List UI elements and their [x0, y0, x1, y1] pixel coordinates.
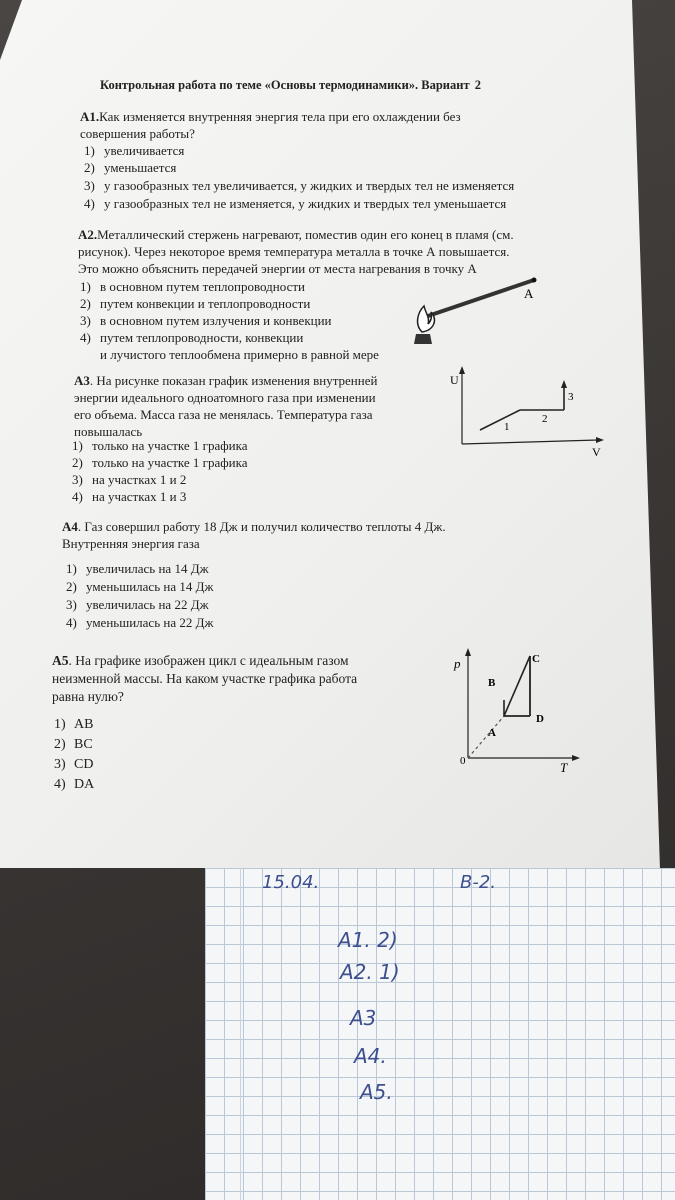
- a4-option-3: [66, 596, 209, 613]
- a5-option-3-num: 3): [54, 757, 66, 772]
- handwritten-answer-a4: А4.: [354, 1044, 387, 1068]
- point-a-label: A: [488, 727, 496, 739]
- question-a4: [62, 518, 592, 552]
- a3-option-1-text: только на участке 1 графика: [92, 438, 248, 453]
- a1-option-1-num: 1): [84, 143, 95, 158]
- a2-option-1-text: в основном путем теплопроводности: [100, 279, 305, 294]
- a1-option-4-text: у газообразных тел не изменяется, у жидких и твердых тел уменьшается: [104, 196, 507, 211]
- a1-option-2-num: 2): [84, 160, 95, 175]
- test-title: [100, 78, 481, 93]
- a3-option-3-text: на участках 1 и 2: [92, 472, 187, 487]
- u-axis-label: U: [450, 373, 459, 387]
- a3-option-3: [72, 471, 186, 488]
- a3-option-4: [72, 488, 186, 505]
- segment-1-label: 1: [504, 421, 510, 433]
- v-axis: [462, 440, 598, 444]
- a3-option-4-text: на участках 1 и 3: [92, 489, 187, 504]
- a5-text-line2: неизменной массы. На каком участке графика работа: [52, 671, 358, 686]
- a4-option-1: [66, 560, 209, 577]
- a1-option-1: [84, 142, 184, 159]
- a5-option-3-text: CD: [74, 757, 94, 772]
- a4-option-1-text: увеличилась на 14 Дж: [86, 561, 209, 576]
- a4-text-line2: Внутренняя энергия газа: [62, 536, 200, 551]
- variant-number: 2: [474, 78, 481, 92]
- point-c-label: C: [532, 653, 540, 665]
- a1-option-4: [84, 195, 506, 212]
- a2-rod-figure: [400, 272, 550, 352]
- handwritten-answer-a1: А1. 2): [338, 928, 398, 952]
- handwritten-answer-a2: А2. 1): [340, 960, 400, 984]
- a2-option-3-num: 3): [80, 313, 91, 328]
- segment-2-label: 2: [542, 413, 548, 425]
- a5-option-4: [54, 776, 94, 793]
- a2-text-line2: рисунок). Через некоторое время температура металла в точке А повышается.: [78, 244, 510, 259]
- a5-label: А5: [52, 653, 69, 668]
- a4-option-4-num: 4): [66, 615, 77, 630]
- a2-option-1-num: 1): [80, 279, 91, 294]
- a1-text-line2: совершения работы?: [80, 126, 195, 141]
- a5-text-line1: . На графике изображен цикл с идеальным газом: [68, 653, 349, 668]
- title-text: Контрольная работа по теме «Основы термодинамики».: [100, 78, 419, 92]
- a5-option-3: [54, 756, 93, 773]
- a4-option-2: [66, 578, 213, 595]
- a3-option-3-num: 3): [72, 472, 83, 487]
- question-a3: [74, 372, 444, 440]
- a2-text-line3: Это можно объяснить передачей энергии от места нагревания в точку А: [78, 261, 477, 276]
- a5-option-2-text: BC: [74, 737, 93, 752]
- question-a2: [78, 226, 578, 277]
- a1-option-3: [84, 177, 514, 194]
- a3-text-line3: его объема. Масса газа не менялась. Температура газа: [74, 407, 373, 422]
- a5-option-4-num: 4): [54, 777, 66, 792]
- a5-option-2: [54, 736, 93, 753]
- a3-option-4-num: 4): [72, 489, 83, 504]
- a3-uv-graph: [446, 364, 616, 460]
- a3-option-1-num: 1): [72, 438, 83, 453]
- a5-pt-graph: [450, 640, 590, 774]
- a5-option-1-num: 1): [54, 717, 66, 732]
- a3-label: А3: [74, 373, 90, 388]
- point-b-label: B: [488, 677, 496, 689]
- variant-label: Вариант: [421, 78, 470, 92]
- segment-3-label: 3: [568, 391, 574, 403]
- a5-option-1-text: AB: [74, 717, 94, 732]
- a1-option-1-text: увеличивается: [104, 143, 185, 158]
- t-axis-label: T: [560, 760, 568, 774]
- a1-text-line1: Как изменяется внутренняя энергия тела при его охлаждении без: [99, 109, 461, 124]
- a5-text-line3: равна нулю?: [52, 689, 124, 704]
- a2-option-4-num: 4): [80, 330, 91, 345]
- handwritten-answer-a5: А5.: [360, 1080, 393, 1104]
- a5-option-1: [54, 716, 93, 733]
- a4-option-4: [66, 614, 213, 631]
- burner-icon: [414, 334, 432, 344]
- rod-point: [532, 278, 537, 283]
- segment-ab: [504, 656, 530, 716]
- a4-label: А4: [62, 519, 78, 534]
- a5-option-2-num: 2): [54, 737, 66, 752]
- a3-option-2-text: только на участке 1 графика: [92, 455, 248, 470]
- a2-label: А2.: [78, 227, 98, 242]
- a3-option-2: [72, 454, 248, 471]
- segment-3-arrow-icon: [561, 380, 567, 388]
- a2-option-4: [80, 329, 303, 346]
- a2-option-3: [80, 312, 332, 329]
- a2-option-4-continuation: и лучистого теплообмена примерно в равной мере: [100, 347, 379, 362]
- p-axis-label: p: [454, 656, 461, 671]
- a2-text-line1: Металлический стержень нагревают, поместив один его конец в пламя (см.: [97, 227, 514, 242]
- notebook-page: [205, 868, 675, 1200]
- a4-option-3-text: увеличилась на 22 Дж: [86, 597, 209, 612]
- flame-icon: [418, 306, 435, 332]
- point-d-label: D: [536, 713, 544, 725]
- handwritten-date: 15.04.: [262, 872, 320, 893]
- a3-option-2-num: 2): [72, 455, 83, 470]
- graph-segment-1: [480, 410, 520, 430]
- origin-label: 0: [460, 755, 466, 767]
- a4-option-1-num: 1): [66, 561, 77, 576]
- question-a5: [52, 652, 442, 706]
- u-axis-arrow-icon: [459, 366, 465, 374]
- a1-option-3-text: у газообразных тел увеличивается, у жидких и твердых тел не изменяется: [104, 178, 515, 193]
- a1-option-2: [84, 159, 176, 176]
- p-axis-arrow-icon: [465, 648, 471, 656]
- a4-option-4-text: уменьшилась на 22 Дж: [86, 615, 214, 630]
- v-axis-arrow-icon: [596, 437, 604, 443]
- metal-rod: [422, 280, 534, 318]
- t-axis-arrow-icon: [572, 755, 580, 761]
- a3-text-line1: . На рисунке показан график изменения внутренней: [89, 373, 378, 388]
- a1-label: А1.: [80, 109, 100, 124]
- a3-text-line2: энергии идеального одноатомного газа при изменении: [74, 390, 376, 405]
- a5-option-4-text: DA: [74, 777, 95, 792]
- rod-point-label: A: [524, 286, 534, 301]
- a1-option-2-text: уменьшается: [104, 160, 177, 175]
- question-a1: [80, 108, 570, 142]
- a1-option-3-num: 3): [84, 178, 95, 193]
- a4-option-3-num: 3): [66, 597, 77, 612]
- a4-option-2-text: уменьшилась на 14 Дж: [86, 579, 214, 594]
- a4-option-2-num: 2): [66, 579, 77, 594]
- a2-option-3-text: в основном путем излучения и конвекции: [100, 313, 332, 328]
- a2-option-2-num: 2): [80, 296, 91, 311]
- a3-option-1: [72, 437, 248, 454]
- dashed-line: [468, 716, 504, 758]
- a3-text-line4: повышалась: [74, 424, 143, 439]
- a2-option-2-text: путем конвекции и теплопроводности: [100, 296, 311, 311]
- a2-option-2: [80, 295, 310, 312]
- v-axis-label: V: [592, 445, 601, 459]
- handwritten-variant: В-2.: [460, 872, 497, 893]
- a1-option-4-num: 4): [84, 196, 95, 211]
- handwritten-answer-a3: А3: [350, 1006, 377, 1030]
- notebook-margin-line: [240, 868, 241, 1200]
- a4-text-line1: . Газ совершил работу 18 Дж и получил количество теплоты 4 Дж.: [77, 519, 446, 534]
- a2-option-1: [80, 278, 305, 295]
- a2-option-4-text: путем теплопроводности, конвекции: [100, 330, 304, 345]
